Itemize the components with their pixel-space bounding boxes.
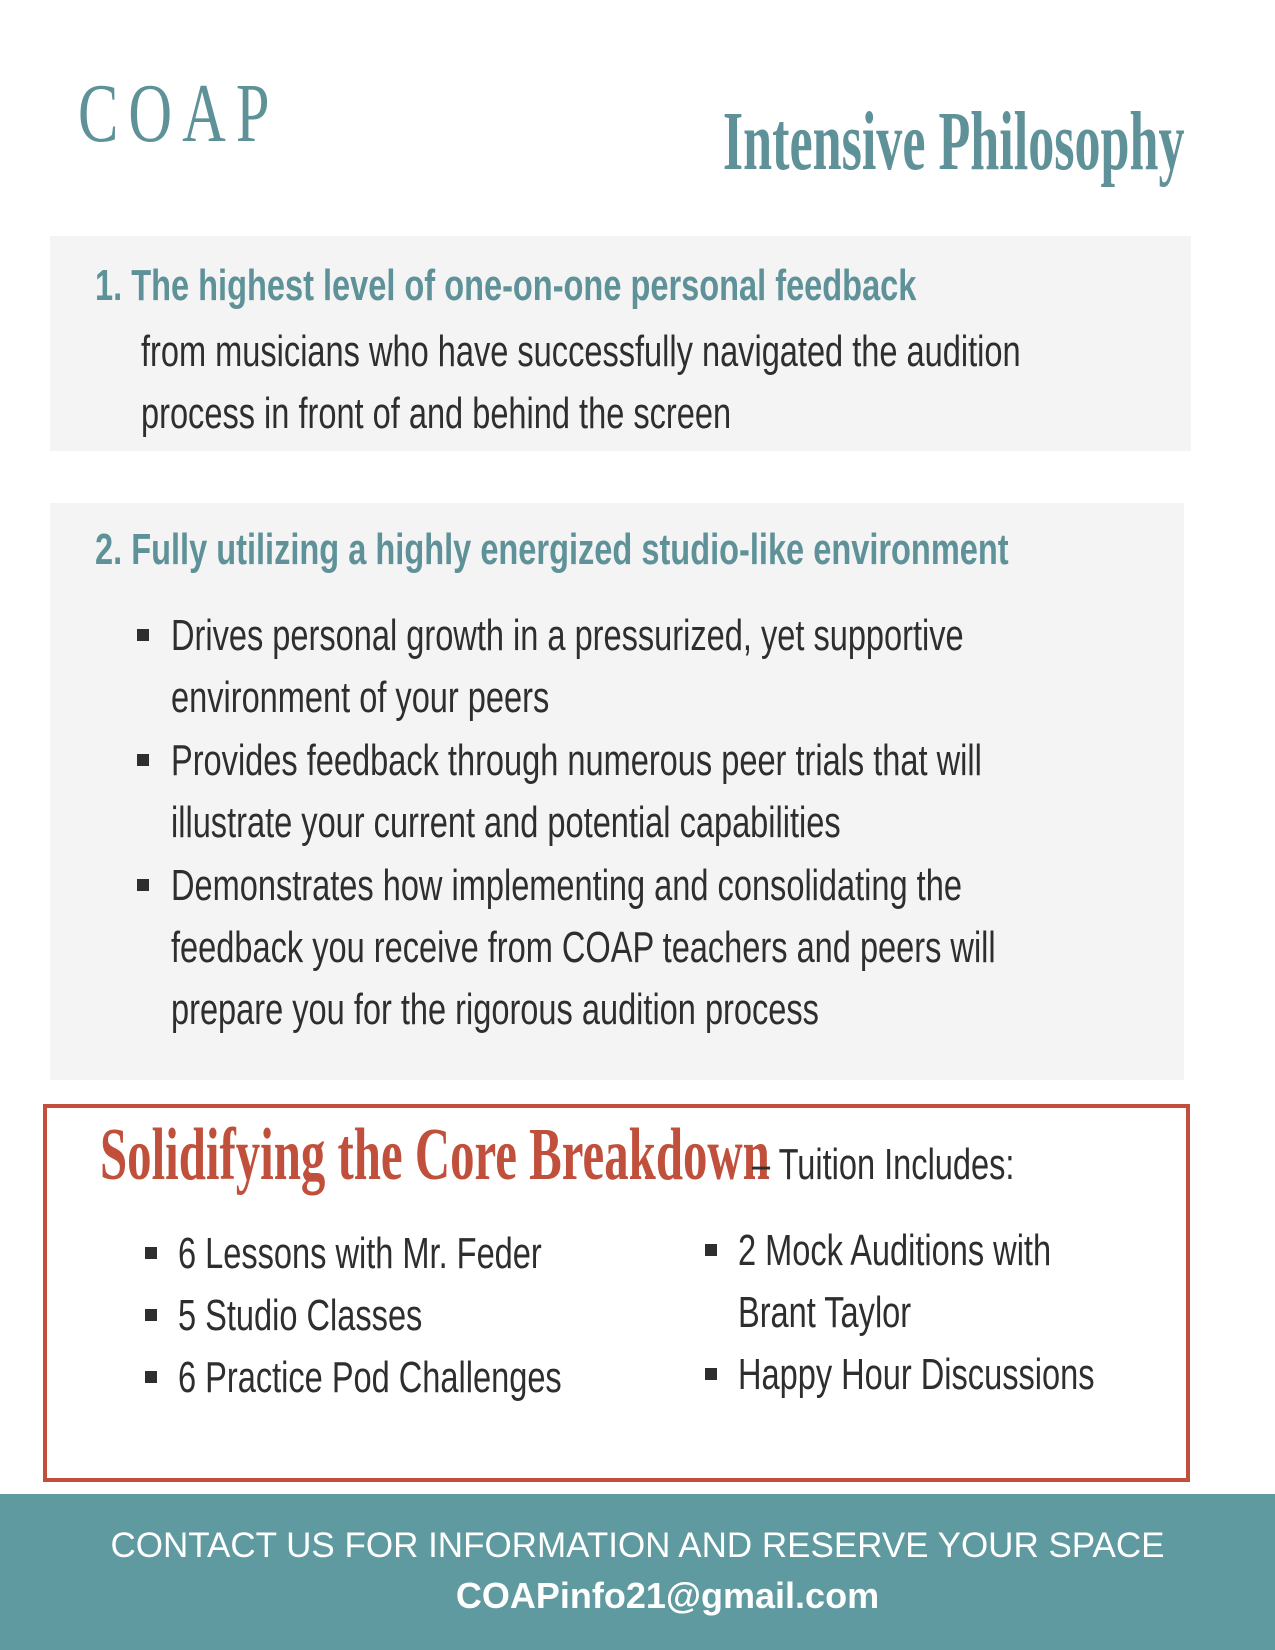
point-1-heading: 1. The highest level of one-on-one personal feedback	[95, 261, 917, 310]
core-breakdown-subtitle: – Tuition Includes:	[752, 1140, 1015, 1189]
bullet-icon	[145, 1309, 157, 1321]
point-1-line-2: process in front of and behind the screen	[141, 389, 732, 438]
tuition-item-mock-auditions-line-2: Brant Taylor	[738, 1288, 912, 1337]
page-title: Intensive Philosophy	[723, 95, 1185, 188]
tuition-item-happy-hour: Happy Hour Discussions	[738, 1350, 1095, 1399]
bullet-icon	[145, 1371, 157, 1383]
bullet-icon	[145, 1247, 157, 1259]
bullet-icon	[137, 879, 149, 891]
point-2-heading: 2. Fully utilizing a highly energized studio-like environment	[95, 525, 1009, 574]
contact-email-link[interactable]: COAPinfo21@gmail.com	[455, 1575, 880, 1616]
bullet-icon	[137, 629, 149, 641]
core-breakdown-title: Solidifying the Core Breakdown	[100, 1114, 770, 1196]
tuition-item-practice-pods: 6 Practice Pod Challenges	[178, 1353, 562, 1402]
contact-footer	[0, 1494, 1275, 1650]
coap-logo: COAP	[78, 67, 280, 160]
point-2-bullet-3-line-1: Demonstrates how implementing and consolidating the	[171, 861, 962, 910]
point-2-bullet-2-line-1: Provides feedback through numerous peer trials that will	[171, 736, 982, 785]
contact-cta: CONTACT US FOR INFORMATION AND RESERVE YOUR SPACE	[110, 1526, 1165, 1565]
tuition-item-studio-classes: 5 Studio Classes	[178, 1291, 423, 1340]
point-2-bullet-1-line-2: environment of your peers	[171, 673, 550, 722]
point-2-bullet-3-line-2: feedback you receive from COAP teachers and peers will	[171, 923, 996, 972]
tuition-item-lessons: 6 Lessons with Mr. Feder	[178, 1229, 542, 1278]
bullet-icon	[705, 1368, 717, 1380]
point-1-line-1: from musicians who have successfully navigated the audition	[141, 327, 1021, 376]
tuition-item-mock-auditions-line-1: 2 Mock Auditions with	[738, 1226, 1052, 1275]
bullet-icon	[705, 1244, 717, 1256]
point-2-bullet-2-line-2: illustrate your current and potential capabilities	[171, 798, 841, 847]
point-2-bullet-3-line-3: prepare you for the rigorous audition process	[171, 985, 819, 1034]
point-2-bullet-1-line-1: Drives personal growth in a pressurized, yet supportive	[171, 611, 964, 660]
bullet-icon	[137, 754, 149, 766]
